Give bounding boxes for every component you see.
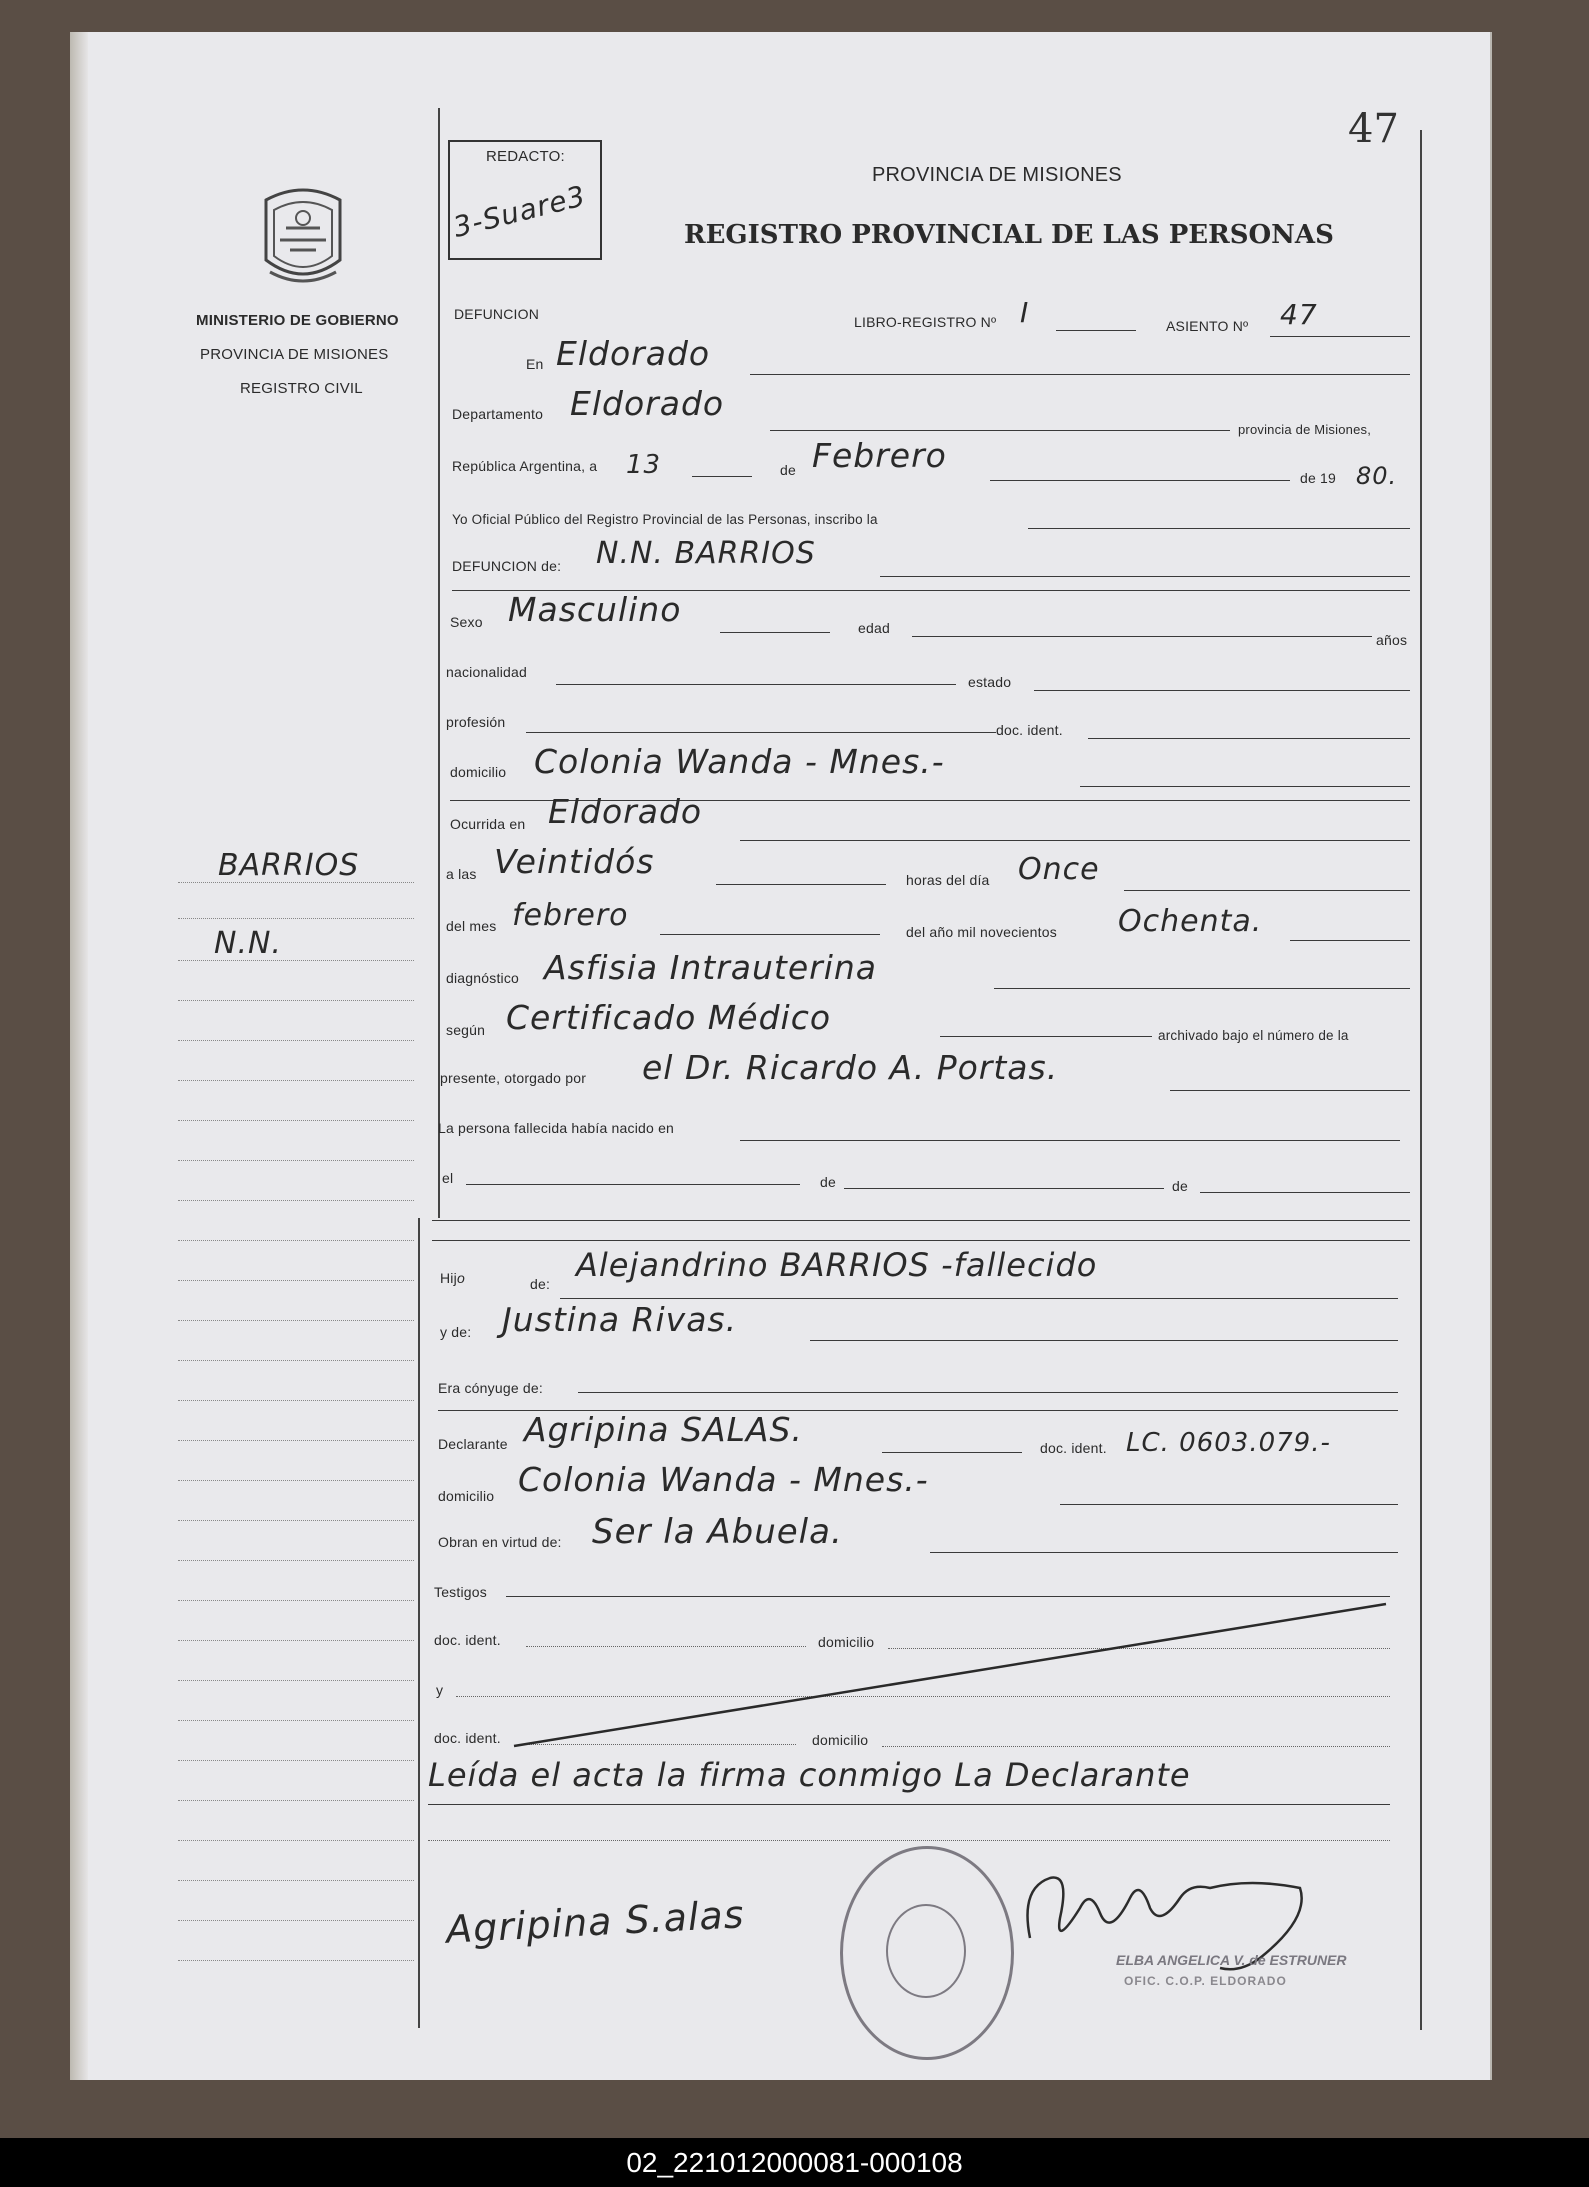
closing-dots (428, 1840, 1390, 1841)
mes-label: del mes (446, 918, 497, 934)
nacido-line (740, 1140, 1400, 1141)
margin-line (178, 918, 414, 919)
decl-domicilio-value: Colonia Wanda - Mnes.- (518, 1460, 929, 1499)
de2-line (844, 1188, 1164, 1189)
conyuge-label: Era cónyuge de: (438, 1380, 543, 1396)
profesion-label: profesión (446, 714, 506, 730)
estado-label: estado (968, 674, 1012, 690)
registry-title: REGISTRO PROVINCIAL DE LAS PERSONAS (684, 220, 1334, 250)
de3-label: de (1172, 1178, 1188, 1194)
coat-of-arms-emblem (256, 180, 350, 290)
de2-label: de (820, 1174, 836, 1190)
nacionalidad-line (556, 684, 956, 685)
obran-line (930, 1552, 1398, 1553)
asiento-value: 47 (1280, 298, 1318, 331)
section-separator (432, 1220, 1410, 1221)
margin-line (178, 960, 414, 961)
en-label: En (526, 356, 544, 372)
section-separator-2 (432, 1240, 1410, 1241)
departamento-value: Eldorado (570, 384, 725, 423)
testigos-line (506, 1596, 1390, 1597)
diagnostico-line (994, 988, 1410, 989)
officer-role: OFIC. C.O.P. ELDORADO (1124, 1974, 1287, 1988)
domicilio-value: Colonia Wanda - Mnes.- (534, 742, 945, 781)
margin-line (178, 1640, 414, 1641)
archivado-label: archivado bajo el número de la (1158, 1028, 1349, 1043)
estado-line (1034, 690, 1410, 691)
margin-line (178, 1000, 414, 1001)
conyuge-line (578, 1392, 1398, 1393)
departamento-label: Departamento (452, 406, 544, 422)
margin-line (178, 1120, 414, 1121)
decl-domicilio-label: domicilio (438, 1488, 495, 1504)
margin-line (178, 1440, 414, 1441)
doc-ident-label: doc. ident. (996, 722, 1063, 738)
el-label: el (442, 1170, 454, 1186)
margin-line (178, 1080, 414, 1081)
margin-line (178, 1200, 414, 1201)
registro-civil-label: REGISTRO CIVIL (240, 380, 363, 397)
anos-label: años (1376, 632, 1408, 648)
domicilio-line (1080, 786, 1410, 787)
year-value: 80. (1356, 462, 1398, 490)
anio-line (1290, 940, 1410, 941)
diagnostico-label: diagnóstico (446, 970, 520, 986)
de3-line (1200, 1192, 1410, 1193)
ocurrida-value: Eldorado (548, 792, 703, 831)
t2-domicilio-label: domicilio (812, 1732, 869, 1748)
a-las-value: Veintidós (494, 842, 655, 881)
libro-line (1056, 330, 1136, 331)
form-right-border (1420, 130, 1422, 2030)
presente-line (1170, 1090, 1410, 1091)
margin-line (178, 882, 414, 883)
asiento-line (1270, 336, 1410, 337)
margin-line (178, 1680, 414, 1681)
margin-line (178, 1320, 414, 1321)
decl-domicilio-line (1060, 1504, 1398, 1505)
sexo-value: Masculino (508, 590, 682, 629)
defuncion-de-line (880, 576, 1410, 577)
declarant-signature: Agripina S.alas (445, 1892, 746, 1952)
nacido-label: La persona fallecida había nacido en (438, 1120, 675, 1136)
defuncion-de-value: N.N. BARRIOS (596, 536, 816, 571)
redacto-label: REDACTO: (486, 148, 565, 165)
obran-value: Ser la Abuela. (592, 1512, 843, 1552)
margin-line (178, 1400, 414, 1401)
t-doc-label: doc. ident. (434, 1632, 501, 1648)
declarante-line (882, 1452, 1022, 1453)
page-number: 47 (1348, 106, 1399, 152)
month-value: Febrero (812, 436, 947, 475)
official-seal-inner (886, 1904, 966, 1998)
y-de-label: y de: (440, 1324, 472, 1340)
t-domicilio-label: domicilio (818, 1634, 875, 1650)
dia-value: Once (1018, 852, 1100, 887)
day-line (692, 476, 752, 477)
libro-value: I (1020, 296, 1030, 329)
decl-doc-value: LC. 0603.079.- (1126, 1428, 1331, 1458)
horas-label: horas del día (906, 872, 990, 888)
libro-label: LIBRO-REGISTRO Nº (854, 314, 997, 330)
provincia-label: provincia de Misiones, (1238, 422, 1372, 437)
sexo-label: Sexo (450, 614, 483, 630)
margin-line (178, 1040, 414, 1041)
officer-name: ELBA ANGELICA V. de ESTRUNER (1116, 1952, 1347, 1968)
book-binding (70, 32, 88, 2080)
madre-line (810, 1340, 1398, 1341)
a-las-label: a las (446, 866, 477, 882)
ocurrida-label: Ocurrida en (450, 816, 526, 832)
oficial-line (1028, 528, 1410, 529)
year-label: de 19 (1300, 470, 1337, 486)
republica-label: República Argentina, a (452, 458, 598, 474)
departamento-line (770, 430, 1230, 431)
nacionalidad-label: nacionalidad (446, 664, 528, 680)
redacto-value: 3-Suare3 (450, 179, 590, 244)
hijo-label (440, 1270, 465, 1286)
form-left-border-lower (418, 1218, 420, 2028)
margin-line (178, 1840, 414, 1841)
margin-line (178, 1920, 414, 1921)
margin-name: N.N. (214, 926, 282, 961)
anio-value: Ochenta. (1118, 904, 1263, 939)
margin-line (178, 1240, 414, 1241)
domicilio-label: domicilio (450, 764, 507, 780)
testigos-label: Testigos (434, 1584, 487, 1600)
mes-line (660, 934, 880, 935)
margin-line (178, 1960, 414, 1961)
hijo-prefix: Hij (440, 1270, 457, 1286)
segun-label: según (446, 1022, 486, 1038)
declarante-label: Declarante (438, 1436, 508, 1452)
margin-line (178, 1880, 414, 1881)
defuncion-de-label: DEFUNCION de: (452, 558, 562, 574)
t2-doc-label: doc. ident. (434, 1730, 501, 1746)
margin-line (178, 1800, 414, 1801)
presente-label: presente, otorgado por (440, 1070, 587, 1086)
defuncion-label: DEFUNCION (454, 306, 540, 322)
margin-line (178, 1720, 414, 1721)
segun-line (940, 1036, 1152, 1037)
ocurrida-line (740, 840, 1410, 841)
sexo-line (720, 632, 830, 633)
y-label: y (436, 1682, 444, 1698)
padre-value: Alejandrino BARRIOS -fallecido (576, 1246, 1098, 1284)
province-header: PROVINCIA DE MISIONES (872, 164, 1122, 186)
edad-label: edad (858, 620, 890, 636)
el-line (466, 1184, 800, 1185)
ministry-label: MINISTERIO DE GOBIERNO (196, 312, 399, 329)
month-line (990, 480, 1290, 481)
margin-line (178, 1760, 414, 1761)
a-las-line (716, 884, 886, 885)
segun-value: Certificado Médico (506, 998, 832, 1037)
margin-line (178, 1480, 414, 1481)
margin-surname: BARRIOS (218, 848, 360, 883)
mes-value: febrero (512, 898, 629, 933)
de-label: de (780, 462, 796, 478)
asiento-label: ASIENTO Nº (1166, 318, 1249, 334)
en-value: Eldorado (556, 334, 711, 373)
edad-line (912, 636, 1372, 637)
padre-line (560, 1298, 1398, 1299)
margin-line (178, 1160, 414, 1161)
hijo-suffix: o (456, 1270, 465, 1286)
en-line (750, 374, 1410, 375)
doc-ident-line (1088, 738, 1410, 739)
closing-text: Leída el acta la firma conmigo La Declarante (428, 1756, 1191, 1794)
declarante-value: Agripina SALAS. (524, 1410, 803, 1449)
dia-line (1124, 890, 1410, 891)
form-left-border (438, 108, 440, 1218)
hijo-de-label: de: (530, 1276, 551, 1292)
margin-line (178, 1560, 414, 1561)
image-id-bar: 02_221012000081-000108 (0, 2138, 1589, 2187)
oficial-text: Yo Oficial Público del Registro Provincial de las Personas, inscribo la (452, 512, 878, 527)
closing-line (428, 1804, 1390, 1805)
day-value: 13 (626, 450, 662, 480)
profesion-line (526, 732, 996, 733)
presente-value: el Dr. Ricardo A. Portas. (642, 1048, 1059, 1087)
cancel-strike-line (510, 1600, 1390, 1750)
anio-label: del año mil novecientos (906, 924, 1057, 940)
margin-line (178, 1280, 414, 1281)
obran-label: Obran en virtud de: (438, 1534, 562, 1550)
margin-line (178, 1360, 414, 1361)
margin-line (178, 1600, 414, 1601)
decl-doc-label: doc. ident. (1040, 1440, 1107, 1456)
left-province-label: PROVINCIA DE MISIONES (200, 346, 389, 363)
diagnostico-value: Asfisia Intrauterina (544, 948, 878, 987)
madre-value: Justina Rivas. (502, 1300, 738, 1339)
margin-line (178, 1520, 414, 1521)
